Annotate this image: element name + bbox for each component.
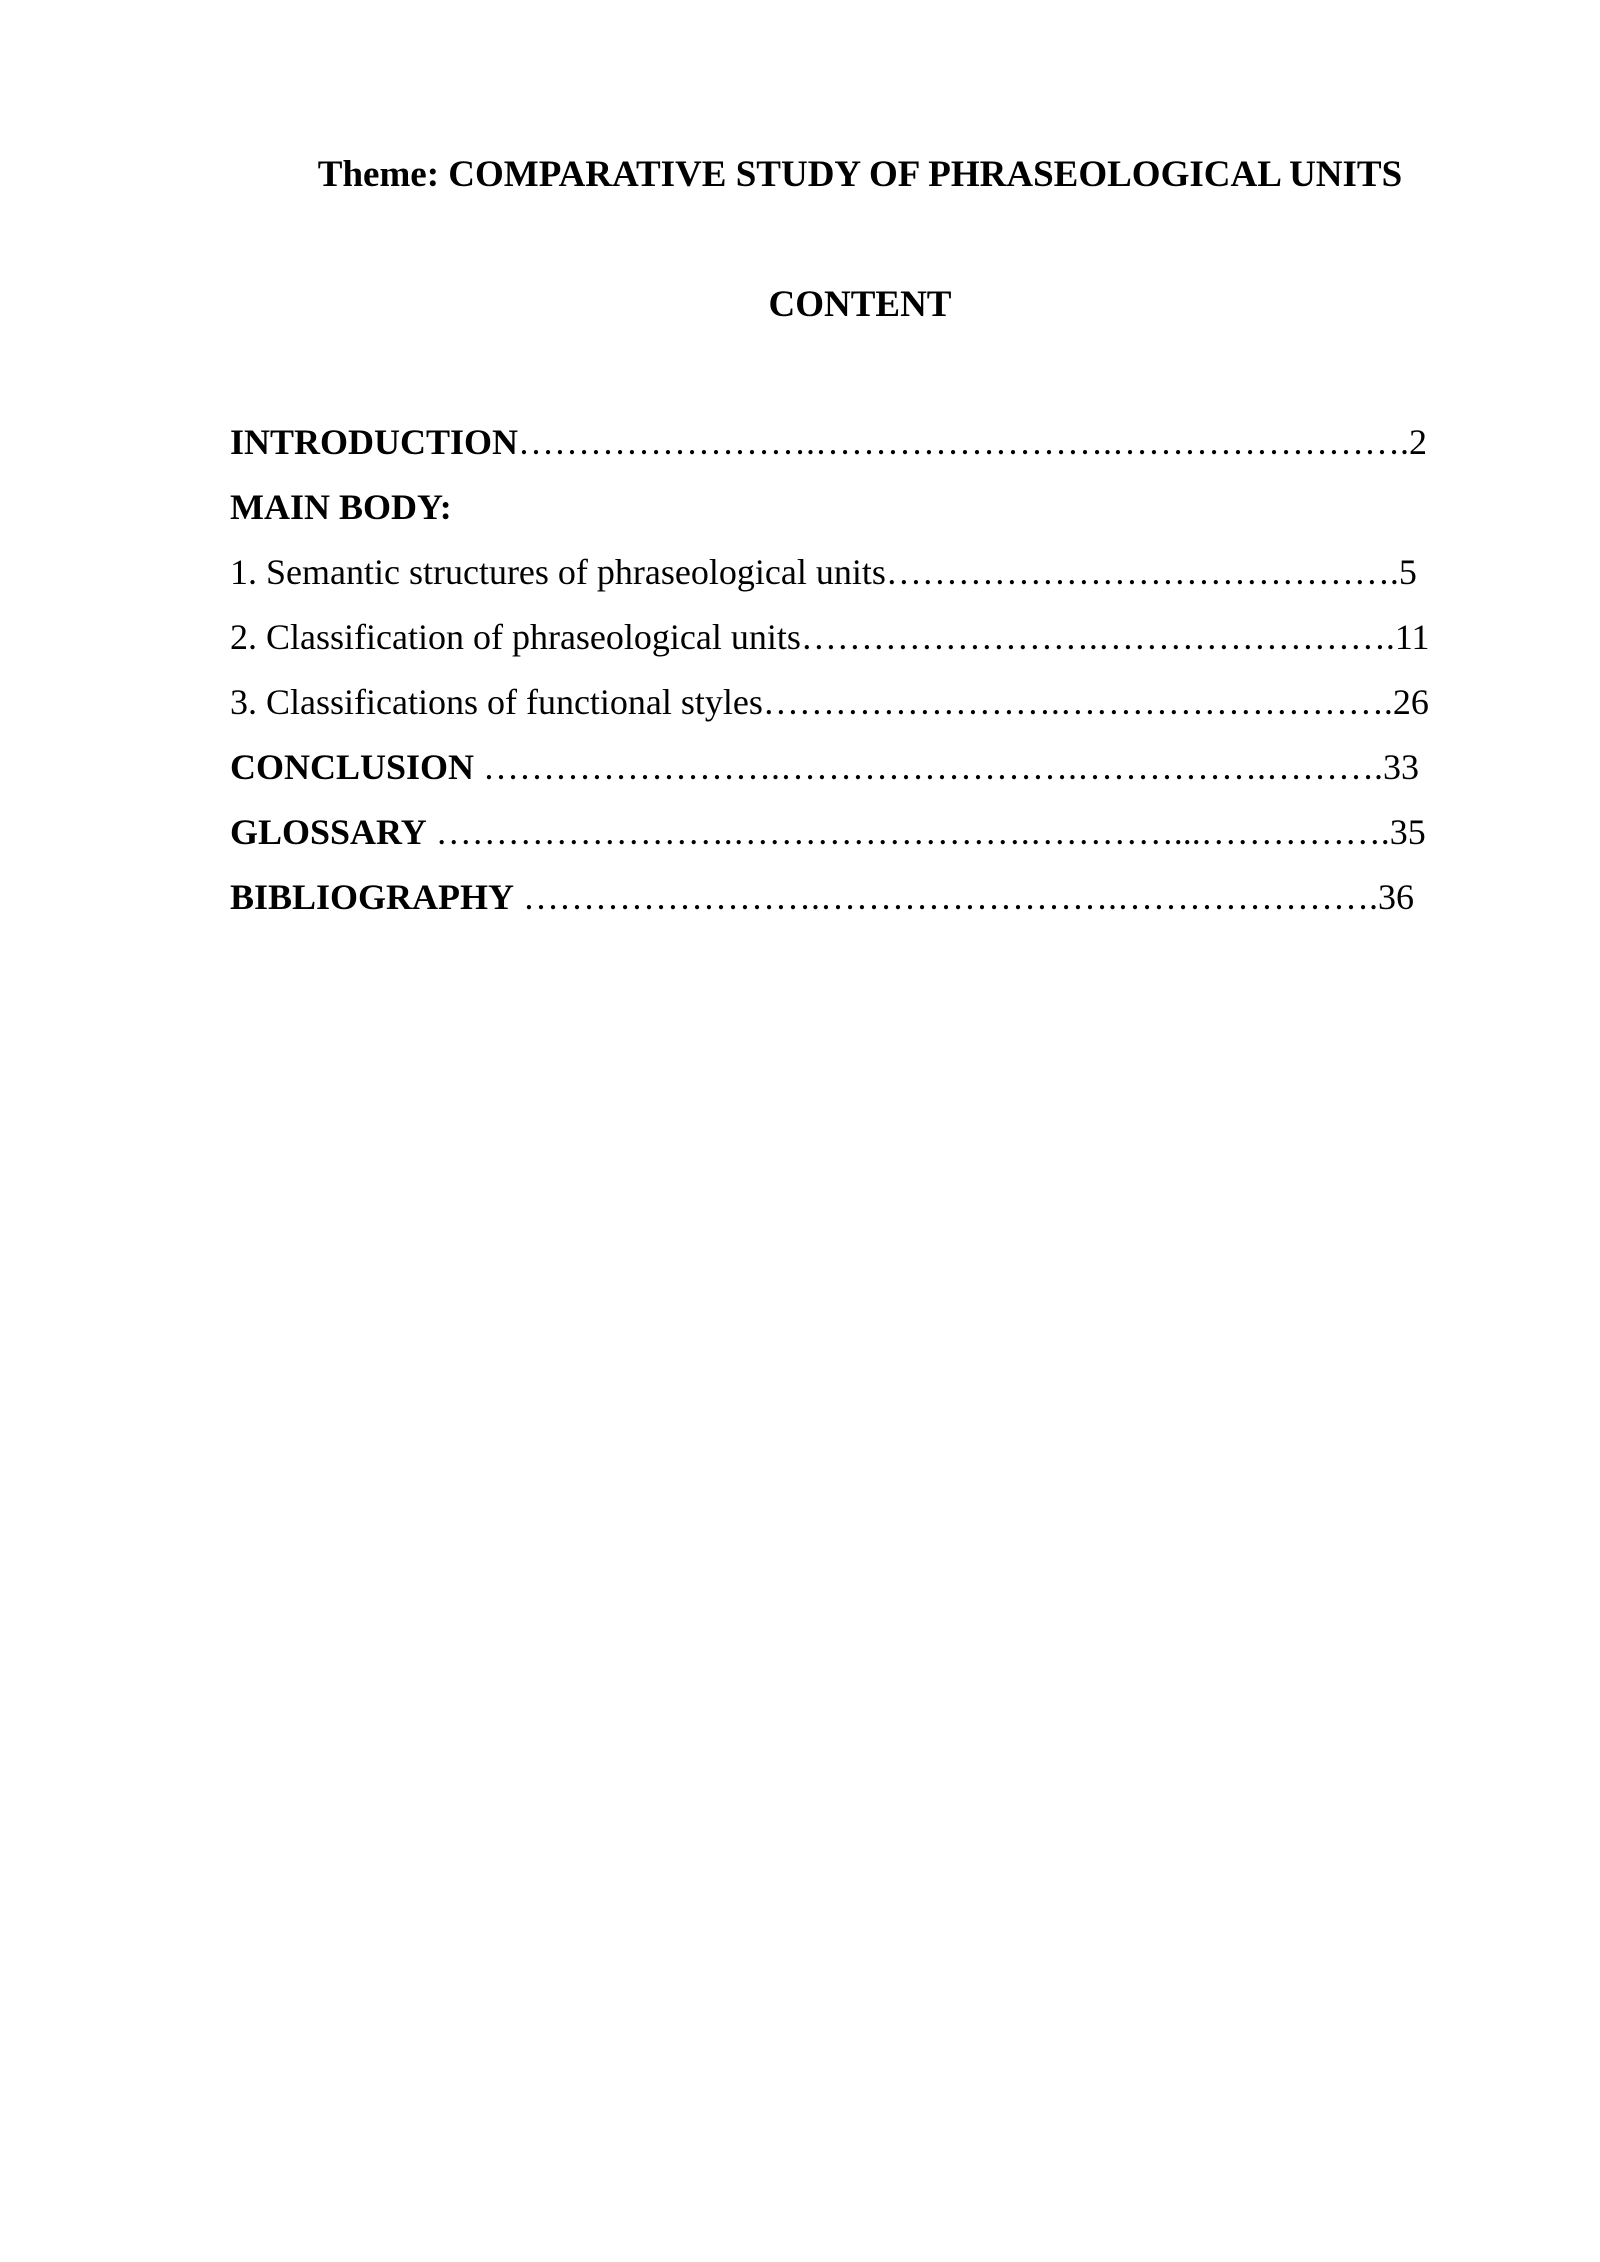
table-of-contents bbox=[230, 410, 1520, 930]
toc-entry-label: 3. Classifications of functional styles bbox=[230, 682, 763, 722]
toc-entry-semantic-structures bbox=[230, 540, 1520, 605]
toc-entry-label: CONCLUSION bbox=[230, 747, 475, 787]
toc-section-main-body bbox=[230, 475, 1520, 540]
toc-entry-label: 1. Semantic structures of phraseological units bbox=[230, 552, 886, 592]
toc-section-label: MAIN BODY: bbox=[230, 487, 452, 527]
toc-page-number: 11 bbox=[1394, 617, 1430, 657]
toc-entry-introduction bbox=[230, 410, 1520, 475]
toc-leader: ……………………………………. bbox=[885, 552, 1399, 592]
toc-entry-glossary bbox=[230, 800, 1520, 865]
toc-entry-label: BIBLIOGRAPHY bbox=[230, 877, 515, 917]
toc-leader: …………………….…………………….…………………. bbox=[514, 877, 1379, 917]
toc-leader: …………………….…………………….……………………. bbox=[518, 422, 1410, 462]
toc-entry-label: 2. Classification of phraseological units bbox=[230, 617, 801, 657]
toc-page-number: 33 bbox=[1383, 747, 1420, 787]
content-heading: CONTENT bbox=[768, 284, 952, 325]
theme-text: COMPARATIVE STUDY OF PHRASEOLOGICAL UNITS bbox=[448, 154, 1403, 195]
toc-leader: …………………….…………………….…………...……………. bbox=[426, 812, 1390, 852]
toc-page-number: 26 bbox=[1392, 682, 1429, 722]
toc-entry-functional-styles bbox=[230, 670, 1520, 735]
toc-leader: …………………….……………………. bbox=[800, 617, 1395, 657]
toc-page-number: 36 bbox=[1378, 877, 1415, 917]
toc-entry-bibliography bbox=[230, 865, 1520, 930]
toc-entry-label: GLOSSARY bbox=[230, 812, 427, 852]
toc-entry-classification bbox=[230, 605, 1520, 670]
toc-entry-conclusion bbox=[230, 735, 1520, 800]
toc-leader: …………………….…………………….…………….………. bbox=[474, 747, 1384, 787]
toc-entry-label: INTRODUCTION bbox=[230, 422, 519, 462]
theme-label: Theme: bbox=[317, 154, 440, 195]
toc-page-number: 2 bbox=[1409, 422, 1428, 462]
toc-page-number: 5 bbox=[1398, 552, 1417, 592]
toc-page-number: 35 bbox=[1389, 812, 1426, 852]
document-title bbox=[0, 150, 1600, 200]
toc-leader: …………………….………………………. bbox=[762, 682, 1393, 722]
